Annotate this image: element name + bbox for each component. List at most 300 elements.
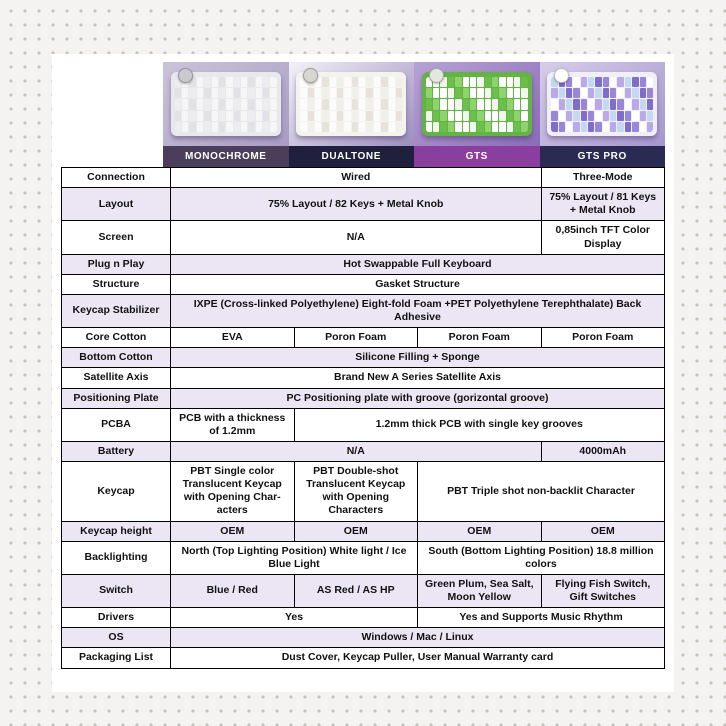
- keycap: [204, 122, 210, 132]
- row-label: Structure: [62, 274, 171, 294]
- keycap: [477, 122, 483, 132]
- keycap: [396, 111, 402, 121]
- keycap: [647, 77, 653, 87]
- keycap: [426, 99, 432, 109]
- row-label: Layout: [62, 188, 171, 221]
- spec-cell: Yes: [171, 608, 418, 628]
- keycap: [322, 77, 328, 87]
- keycap: [263, 111, 269, 121]
- keycap: [212, 122, 218, 132]
- spec-cell: OEM: [294, 521, 418, 541]
- keycap: [647, 88, 653, 98]
- product-name-tab: MONOCHROME: [163, 146, 289, 167]
- keycap: [263, 77, 269, 87]
- keycap: [219, 111, 225, 121]
- keycap: [300, 111, 306, 121]
- keycap: [219, 88, 225, 98]
- keycap: [344, 111, 350, 121]
- keycap: [581, 88, 587, 98]
- keycap: [470, 122, 476, 132]
- keycap: [551, 88, 557, 98]
- spec-cell: Gasket Structure: [171, 274, 665, 294]
- keycap: [573, 99, 579, 109]
- spec-cell: Poron Foam: [541, 328, 665, 348]
- keycap: [352, 77, 358, 87]
- spec-cell: 4000mAh: [541, 441, 665, 461]
- keycap: [470, 99, 476, 109]
- spec-cell: South (Bottom Lighting Position) 18.8 million colors: [418, 541, 665, 574]
- keycap: [212, 99, 218, 109]
- keycap: [381, 99, 387, 109]
- spec-cell: PC Positioning plate with groove (gorizontal groove): [171, 388, 665, 408]
- table-row: [62, 541, 665, 574]
- keycap: [344, 88, 350, 98]
- keycap: [344, 77, 350, 87]
- keycap: [426, 88, 432, 98]
- keyboard-photo-dualtone: [289, 62, 415, 146]
- keycap: [381, 111, 387, 121]
- keycap: [241, 88, 247, 98]
- row-label: Core Cotton: [62, 328, 171, 348]
- keycap: [433, 111, 439, 121]
- row-label: Battery: [62, 441, 171, 461]
- keycap: [389, 88, 395, 98]
- spec-cell: 0,85inch TFT Color Display: [541, 221, 665, 254]
- product-column-monochrome: [163, 62, 289, 167]
- keycap: [426, 122, 432, 132]
- keycap: [507, 77, 513, 87]
- keycap: [581, 111, 587, 121]
- keycap: [189, 122, 195, 132]
- spec-cell: Brand New A Series Satellite Axis: [171, 368, 665, 388]
- keycap: [433, 122, 439, 132]
- keycap: [632, 99, 638, 109]
- keycap: [330, 88, 336, 98]
- row-label: Drivers: [62, 608, 171, 628]
- table-row: [62, 368, 665, 388]
- product-name-tab: DUALTONE: [289, 146, 415, 167]
- keycap: [625, 111, 631, 121]
- spec-cell: North (Top Lighting Position) White light / Ice Blue Light: [171, 541, 418, 574]
- keycap: [226, 111, 232, 121]
- keycap: [492, 122, 498, 132]
- keycap: [455, 88, 461, 98]
- keycap: [315, 99, 321, 109]
- keycap: [189, 88, 195, 98]
- spec-cell: Hot Swappable Full Keyboard: [171, 254, 665, 274]
- keycap: [617, 99, 623, 109]
- product-column-dualtone: [289, 62, 415, 167]
- keycap: [366, 77, 372, 87]
- keycap: [270, 77, 276, 87]
- keycap: [499, 99, 505, 109]
- keycap: [226, 122, 232, 132]
- keycap: [514, 77, 520, 87]
- keycap: [226, 77, 232, 87]
- keycap: [374, 111, 380, 121]
- keycap: [499, 77, 505, 87]
- keycap: [248, 77, 254, 87]
- keycap: [595, 88, 601, 98]
- keycap: [300, 88, 306, 98]
- keycap: [440, 88, 446, 98]
- table-row: [62, 574, 665, 607]
- keycap: [308, 122, 314, 132]
- product-name-tab: GTS: [414, 146, 540, 167]
- keycap: [470, 88, 476, 98]
- keycap: [352, 122, 358, 132]
- keycap: [551, 111, 557, 121]
- keycap: [514, 122, 520, 132]
- product-headers: [163, 62, 665, 167]
- product-column-gts-pro: [540, 62, 666, 167]
- keycap: [212, 77, 218, 87]
- keycap: [241, 99, 247, 109]
- keycap: [175, 111, 181, 121]
- keycap: [595, 111, 601, 121]
- keycap: [366, 88, 372, 98]
- spec-table-body: [62, 168, 665, 669]
- keycap: [322, 122, 328, 132]
- keycap: [234, 88, 240, 98]
- keycap: [588, 111, 594, 121]
- spec-cell: PCB with a thickness of 1.2mm: [171, 408, 295, 441]
- keycap: [337, 122, 343, 132]
- keycap: [256, 111, 262, 121]
- keycap: [440, 111, 446, 121]
- keycap: [485, 99, 491, 109]
- keycap: [270, 111, 276, 121]
- keycap: [588, 122, 594, 132]
- spec-cell: Green Plum, Sea Salt, Moon Yellow: [418, 574, 542, 607]
- table-row: [62, 168, 665, 188]
- keycap: [603, 122, 609, 132]
- keycap: [426, 111, 432, 121]
- keycap: [322, 88, 328, 98]
- table-row: [62, 441, 665, 461]
- keycap: [507, 88, 513, 98]
- table-row: [62, 628, 665, 648]
- keycap: [625, 122, 631, 132]
- row-label: Backlighting: [62, 541, 171, 574]
- product-column-gts: [414, 62, 540, 167]
- keycap: [632, 77, 638, 87]
- keycap: [514, 88, 520, 98]
- keycap: [241, 111, 247, 121]
- keycap: [219, 99, 225, 109]
- keycap: [440, 122, 446, 132]
- keycap: [521, 122, 527, 132]
- keycap: [381, 122, 387, 132]
- keycap: [521, 77, 527, 87]
- keycap: [610, 99, 616, 109]
- keycap: [485, 77, 491, 87]
- table-row: [62, 521, 665, 541]
- keycap: [559, 111, 565, 121]
- keycap: [300, 122, 306, 132]
- keycap: [359, 99, 365, 109]
- keycap: [263, 88, 269, 98]
- table-row: [62, 608, 665, 628]
- row-label: Packaging List: [62, 648, 171, 668]
- row-label: OS: [62, 628, 171, 648]
- keycap: [366, 99, 372, 109]
- keycap: [256, 122, 262, 132]
- keycap: [396, 99, 402, 109]
- keycap: [463, 122, 469, 132]
- keycap: [374, 77, 380, 87]
- keycap: [573, 111, 579, 121]
- keycap: [485, 111, 491, 121]
- spec-sheet-panel: [52, 54, 674, 692]
- keycap: [175, 122, 181, 132]
- keycap: [241, 122, 247, 132]
- keycap: [396, 122, 402, 132]
- keycap: [595, 77, 601, 87]
- keycaps: [551, 77, 653, 132]
- keyboard-photo-gts-pro: [540, 62, 666, 146]
- keycap: [632, 111, 638, 121]
- keycap: [337, 99, 343, 109]
- keycap: [581, 122, 587, 132]
- keycap: [359, 111, 365, 121]
- keycap: [595, 122, 601, 132]
- keycap: [359, 77, 365, 87]
- keycap: [197, 77, 203, 87]
- keycap: [389, 99, 395, 109]
- spec-cell: OEM: [541, 521, 665, 541]
- keycap: [352, 111, 358, 121]
- keycap: [603, 99, 609, 109]
- keycap: [359, 88, 365, 98]
- keycap: [455, 111, 461, 121]
- row-label: Positioning Plate: [62, 388, 171, 408]
- keycap: [448, 88, 454, 98]
- keycap: [381, 88, 387, 98]
- keycap: [455, 77, 461, 87]
- keycap: [182, 88, 188, 98]
- row-label: Screen: [62, 221, 171, 254]
- keycap: [212, 111, 218, 121]
- keycap: [182, 99, 188, 109]
- keycap: [204, 77, 210, 87]
- spec-cell: Flying Fish Switch, Gift Switches: [541, 574, 665, 607]
- keycap: [507, 122, 513, 132]
- keycap: [197, 88, 203, 98]
- keycaps: [300, 77, 402, 132]
- spec-sheet-content: [61, 62, 665, 669]
- keycap: [617, 111, 623, 121]
- spec-cell: N/A: [171, 221, 542, 254]
- keycap: [470, 77, 476, 87]
- keycap: [308, 88, 314, 98]
- keycap: [610, 77, 616, 87]
- keycap: [182, 122, 188, 132]
- keycap: [485, 88, 491, 98]
- keycap: [448, 122, 454, 132]
- keycap: [559, 122, 565, 132]
- keycap: [521, 99, 527, 109]
- keycap: [330, 99, 336, 109]
- keycap: [366, 111, 372, 121]
- row-label: Bottom Cotton: [62, 348, 171, 368]
- keycap: [197, 111, 203, 121]
- keycap: [300, 99, 306, 109]
- keycap: [470, 111, 476, 121]
- keycap: [588, 88, 594, 98]
- keycap: [551, 122, 557, 132]
- keycap: [389, 77, 395, 87]
- keycap: [322, 111, 328, 121]
- keycap: [366, 122, 372, 132]
- row-label: Plug n Play: [62, 254, 171, 274]
- keycap: [308, 99, 314, 109]
- keyboard-illustration: [296, 72, 406, 136]
- keycap: [640, 99, 646, 109]
- keycap: [322, 99, 328, 109]
- keycap: [521, 88, 527, 98]
- keycap: [573, 77, 579, 87]
- keycap: [647, 99, 653, 109]
- keycap: [610, 88, 616, 98]
- keycap: [352, 99, 358, 109]
- keycap: [308, 111, 314, 121]
- row-label: Keycap: [62, 462, 171, 522]
- keycap: [514, 111, 520, 121]
- keycap: [234, 77, 240, 87]
- spec-cell: PBT Double-shot Translucent Keycap with Opening Characters: [294, 462, 418, 522]
- keycap: [632, 88, 638, 98]
- spec-cell: IXPE (Cross-linked Polyethylene) Eight-fold Foam +PET Polyethylene Terephthalate) Back Adhesive: [171, 294, 665, 327]
- keycap: [640, 77, 646, 87]
- keycap: [566, 122, 572, 132]
- keycap: [492, 88, 498, 98]
- keycap: [455, 99, 461, 109]
- row-label: Switch: [62, 574, 171, 607]
- keycap: [610, 122, 616, 132]
- keycap: [248, 122, 254, 132]
- keycap: [581, 77, 587, 87]
- keycap: [374, 88, 380, 98]
- keycap: [330, 77, 336, 87]
- table-row: [62, 408, 665, 441]
- keycap: [603, 88, 609, 98]
- keycap: [448, 77, 454, 87]
- keyboard-photo-gts: [414, 62, 540, 146]
- spec-cell: Poron Foam: [418, 328, 542, 348]
- keycap: [374, 122, 380, 132]
- keycap: [595, 99, 601, 109]
- keycap: [256, 88, 262, 98]
- spec-cell: Wired: [171, 168, 542, 188]
- spec-cell: 1.2mm thick PCB with single key grooves: [294, 408, 665, 441]
- keycap: [396, 88, 402, 98]
- keycap: [559, 99, 565, 109]
- keyboard-illustration: [171, 72, 281, 136]
- keycap: [241, 77, 247, 87]
- keycap: [359, 122, 365, 132]
- keycap: [603, 77, 609, 87]
- keycap: [263, 99, 269, 109]
- keycap: [566, 111, 572, 121]
- keycap: [492, 99, 498, 109]
- spec-cell: EVA: [171, 328, 295, 348]
- keycap: [344, 99, 350, 109]
- keycap: [389, 122, 395, 132]
- knob-icon: [429, 68, 444, 83]
- keycap: [463, 88, 469, 98]
- keycap: [573, 88, 579, 98]
- keycap: [477, 111, 483, 121]
- keycap: [433, 88, 439, 98]
- keycap: [337, 88, 343, 98]
- keycap: [197, 122, 203, 132]
- keycap: [499, 88, 505, 98]
- keycap: [248, 88, 254, 98]
- keycap: [625, 88, 631, 98]
- keycap: [581, 99, 587, 109]
- keycap: [248, 99, 254, 109]
- keycap: [573, 122, 579, 132]
- keycaps: [426, 77, 528, 132]
- keycap: [640, 88, 646, 98]
- keycap: [632, 122, 638, 132]
- keycap: [330, 122, 336, 132]
- keycap: [463, 77, 469, 87]
- spec-cell: OEM: [418, 521, 542, 541]
- spec-cell: 75% Layout / 81 Keys + Metal Knob: [541, 188, 665, 221]
- spec-cell: Poron Foam: [294, 328, 418, 348]
- keycap: [389, 111, 395, 121]
- spec-cell: Windows / Mac / Linux: [171, 628, 665, 648]
- row-label: Keycap Stabilizer: [62, 294, 171, 327]
- keycap: [182, 111, 188, 121]
- keycap: [640, 111, 646, 121]
- keycap: [396, 77, 402, 87]
- keycap: [256, 99, 262, 109]
- product-name-tab: GTS PRO: [540, 146, 666, 167]
- spec-cell: 75% Layout / 82 Keys + Metal Knob: [171, 188, 542, 221]
- keycap: [507, 111, 513, 121]
- table-row: [62, 274, 665, 294]
- keycap: [189, 111, 195, 121]
- row-label: PCBA: [62, 408, 171, 441]
- keycap: [337, 111, 343, 121]
- keyboard-illustration: [422, 72, 532, 136]
- keycap: [647, 111, 653, 121]
- keycap: [485, 122, 491, 132]
- keycap: [440, 99, 446, 109]
- keycap: [588, 77, 594, 87]
- keycap: [463, 99, 469, 109]
- keycap: [248, 111, 254, 121]
- keycap: [337, 77, 343, 87]
- table-row: [62, 328, 665, 348]
- keycap: [315, 111, 321, 121]
- keycap: [381, 77, 387, 87]
- keycap: [352, 88, 358, 98]
- keycap: [315, 122, 321, 132]
- table-row: [62, 388, 665, 408]
- spec-table: [61, 167, 665, 669]
- keycap: [175, 99, 181, 109]
- keycap: [551, 99, 557, 109]
- keycap: [514, 99, 520, 109]
- keycap: [212, 88, 218, 98]
- table-row: [62, 462, 665, 522]
- spec-cell: Yes and Supports Music Rhythm: [418, 608, 665, 628]
- keyboard-illustration: [547, 72, 657, 136]
